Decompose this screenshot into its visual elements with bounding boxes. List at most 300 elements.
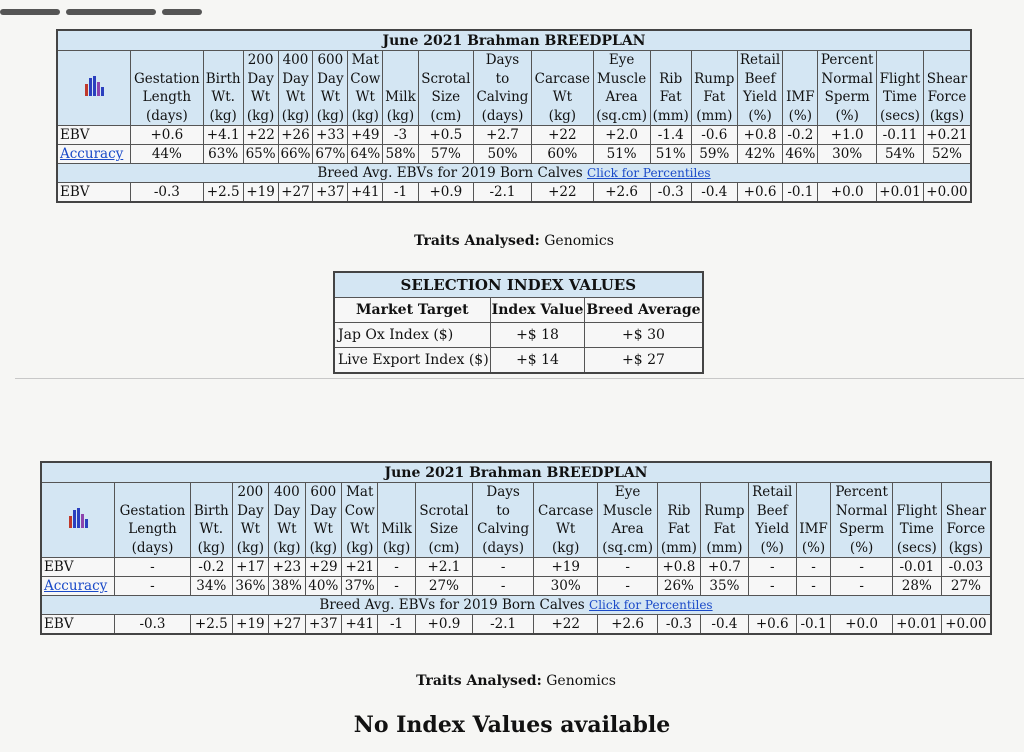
- trait-header-line: Wt: [556, 521, 576, 537]
- trait-header-line: Percent: [820, 52, 874, 68]
- trait-header: [892, 483, 941, 558]
- traits-value: Genomics: [546, 673, 616, 689]
- breed-avg-value: +37: [305, 615, 341, 635]
- trait-header: [203, 51, 243, 126]
- cropped-page-heading: [0, 0, 300, 10]
- accuracy-value: -: [748, 577, 796, 596]
- trait-header-line: Normal: [821, 70, 873, 87]
- ebv-value: -0.03: [941, 558, 991, 577]
- trait-header-line: (mm): [696, 107, 733, 124]
- accuracy-value: 54%: [877, 145, 924, 164]
- percentiles-link[interactable]: Click for Percentiles: [589, 598, 713, 612]
- trait-header-line: Shear: [945, 502, 987, 519]
- trait-header-line: (kg): [309, 539, 337, 556]
- ebv-value: +49: [348, 126, 383, 145]
- trait-header-line: Sperm: [839, 521, 885, 537]
- trait-header-line: Wt: [320, 89, 341, 105]
- trait-header: [783, 51, 818, 126]
- trait-header-line: Wt: [277, 521, 297, 537]
- breed-average-header: Breed Average: [585, 298, 703, 323]
- trait-header-line: Length: [128, 521, 177, 537]
- accuracy-value: 58%: [383, 145, 419, 164]
- ebv-value: +33: [313, 126, 348, 145]
- trait-header-line: (kg): [236, 539, 265, 556]
- trait-header-line: (days): [145, 107, 188, 124]
- trait-header: [190, 483, 232, 558]
- index-row: [334, 348, 703, 374]
- trait-header-line: (sq.cm): [602, 539, 653, 556]
- breed-avg-value: -0.1: [796, 615, 831, 635]
- breedplan-table-1: [56, 29, 972, 203]
- trait-header: [378, 483, 415, 558]
- breed-avg-value: +0.9: [415, 615, 473, 635]
- accuracy-value: -: [831, 577, 892, 596]
- trait-header: [598, 483, 657, 558]
- breedplan-title: June 2021 Brahman BREEDPLAN: [57, 30, 971, 51]
- ebv-value: +0.7: [701, 558, 749, 577]
- breed-avg-value: -0.4: [691, 183, 737, 203]
- ebv-value: +29: [305, 558, 341, 577]
- trait-header-line: Cow: [350, 70, 381, 87]
- trait-header-line: 400: [282, 52, 309, 68]
- trait-header: [232, 483, 268, 558]
- trait-header-line: (kg): [209, 107, 237, 124]
- trait-header-line: (kg): [386, 107, 415, 124]
- trait-header-line: Rib: [659, 70, 683, 87]
- breed-average-text: Breed Avg. EBVs for 2019 Born Calves: [317, 165, 583, 181]
- breedplan-table-2: [40, 461, 992, 635]
- trait-header-line: 600: [310, 484, 337, 500]
- trait-header-line: Birth: [205, 70, 241, 87]
- trait-header-line: Day: [273, 502, 301, 519]
- trait-header-line: (%): [748, 107, 772, 124]
- breed-avg-value: +27: [278, 183, 313, 203]
- trait-header-line: Wt: [552, 89, 573, 105]
- breed-avg-value: -0.1: [783, 183, 818, 203]
- index-value: +$ 18: [490, 323, 585, 348]
- trait-header-line: Gestation: [119, 502, 186, 519]
- chart-cell[interactable]: [41, 483, 115, 558]
- breed-avg-ebv-label: EBV: [57, 183, 131, 203]
- accuracy-value: -: [115, 577, 191, 596]
- breed-avg-value: +0.9: [418, 183, 473, 203]
- trait-header-line: (%): [835, 107, 859, 124]
- trait-header: [532, 51, 594, 126]
- trait-header-line: Wt.: [199, 521, 224, 537]
- breed-avg-value: +19: [243, 183, 278, 203]
- trait-header-line: (days): [482, 539, 524, 556]
- accuracy-link-cell[interactable]: [41, 577, 115, 596]
- trait-header-line: Day: [282, 70, 309, 87]
- trait-header-line: Retail: [739, 52, 781, 68]
- trait-header-line: Milk: [385, 89, 416, 105]
- trait-header-line: Yield: [755, 521, 790, 537]
- trait-header: [691, 51, 737, 126]
- ebv-value: -: [748, 558, 796, 577]
- trait-header: [877, 51, 924, 126]
- trait-header-line: Flight: [879, 70, 921, 87]
- trait-header: [533, 483, 597, 558]
- accuracy-value: 27%: [941, 577, 991, 596]
- breed-average: +$ 30: [585, 323, 703, 348]
- breed-avg-value: +2.6: [593, 183, 650, 203]
- trait-header: [269, 483, 305, 558]
- trait-header-line: 600: [317, 52, 344, 68]
- trait-header-line: (%): [760, 539, 784, 556]
- trait-header-line: 400: [273, 484, 300, 500]
- accuracy-value: -: [598, 577, 657, 596]
- trait-header: [796, 483, 831, 558]
- trait-header-line: Day: [317, 70, 344, 87]
- trait-header-line: Time: [899, 521, 934, 537]
- trait-header-line: Beef: [756, 502, 788, 519]
- trait-header: [473, 51, 531, 126]
- trait-header-line: Gestation: [133, 70, 200, 87]
- breed-average-heading: [57, 164, 971, 183]
- trait-header-line: Days: [485, 52, 520, 68]
- trait-header-line: (kg): [346, 539, 374, 556]
- accuracy-value: 35%: [701, 577, 749, 596]
- trait-header-line: Retail: [752, 484, 793, 500]
- breed-avg-value: +0.0: [818, 183, 877, 203]
- trait-header-line: 200: [237, 484, 264, 500]
- ebv-value: +2.0: [593, 126, 650, 145]
- trait-header-line: Birth: [193, 502, 229, 519]
- trait-header: [415, 483, 473, 558]
- trait-header-line: (%): [801, 539, 826, 556]
- ebv-value: +22: [532, 126, 594, 145]
- breed-average: +$ 27: [585, 348, 703, 374]
- accuracy-value: 57%: [418, 145, 473, 164]
- ebv-row-label: EBV: [57, 126, 131, 145]
- trait-header-line: (kg): [351, 107, 379, 124]
- trait-header: [748, 483, 796, 558]
- trait-header: [131, 51, 204, 126]
- trait-header-line: to: [495, 70, 510, 87]
- accuracy-value: 51%: [593, 145, 650, 164]
- traits-analysed: [56, 233, 972, 249]
- breed-avg-value: -0.3: [657, 615, 700, 635]
- trait-header-line: Fat: [667, 521, 690, 537]
- trait-header-line: Wt: [355, 89, 375, 105]
- trait-header-line: Muscle: [596, 70, 647, 87]
- accuracy-value: 66%: [278, 145, 313, 164]
- trait-header-line: Wt: [240, 521, 261, 537]
- trait-header-line: Fat: [703, 89, 726, 105]
- trait-header: [348, 51, 383, 126]
- trait-header: [473, 483, 534, 558]
- breed-avg-value: -0.3: [131, 183, 204, 203]
- ebv-value: -0.6: [691, 126, 737, 145]
- bar-chart-icon[interactable]: [84, 74, 104, 96]
- ebv-value: -0.2: [783, 126, 818, 145]
- trait-header-line: (kg): [382, 539, 411, 556]
- trait-header-line: Rump: [704, 502, 745, 519]
- ebv-value: -3: [383, 126, 419, 145]
- trait-header-line: (kg): [316, 107, 345, 124]
- accuracy-value: 60%: [532, 145, 594, 164]
- trait-header-line: Wt.: [211, 89, 235, 105]
- accuracy-value: 59%: [691, 145, 737, 164]
- trait-header-line: Scrotal: [419, 502, 469, 519]
- percentiles-link[interactable]: Click for Percentiles: [587, 166, 711, 180]
- breedplan-title: June 2021 Brahman BREEDPLAN: [41, 462, 991, 483]
- ebv-row-label: EBV: [41, 558, 115, 577]
- trait-header: [923, 51, 971, 126]
- trait-header-line: Day: [237, 502, 264, 519]
- trait-header-line: Area: [605, 89, 638, 105]
- breed-avg-value: +37: [313, 183, 348, 203]
- accuracy-value: 26%: [657, 577, 700, 596]
- ebv-value: -0.2: [190, 558, 232, 577]
- accuracy-value: 65%: [243, 145, 278, 164]
- breed-avg-value: +0.00: [923, 183, 971, 203]
- accuracy-value: 30%: [818, 145, 877, 164]
- trait-header-line: Length: [142, 89, 192, 105]
- accuracy-value: 51%: [650, 145, 691, 164]
- breed-avg-value: +0.0: [831, 615, 892, 635]
- trait-header-line: (days): [481, 107, 524, 124]
- bar-chart-icon[interactable]: [68, 506, 88, 528]
- accuracy-value: 27%: [415, 577, 473, 596]
- trait-header: [342, 483, 378, 558]
- trait-header: [418, 51, 473, 126]
- accuracy-value: 40%: [305, 577, 341, 596]
- trait-header-line: Mat: [351, 52, 379, 68]
- trait-header-line: Yield: [743, 89, 777, 105]
- trait-header-line: Day: [247, 70, 274, 87]
- section-divider: [15, 378, 1024, 379]
- ebv-value: -: [473, 558, 534, 577]
- breed-avg-value: +19: [232, 615, 268, 635]
- trait-header-line: to: [496, 502, 510, 519]
- trait-header-line: (secs): [896, 539, 937, 556]
- accuracy-link[interactable]: Accuracy: [60, 146, 124, 162]
- trait-header-line: (kg): [552, 539, 580, 556]
- accuracy-value: 63%: [203, 145, 243, 164]
- trait-header: [243, 51, 278, 126]
- trait-header-line: Days: [486, 484, 520, 500]
- trait-header-line: (mm): [652, 107, 689, 124]
- breed-avg-value: -2.1: [473, 615, 534, 635]
- trait-header-line: Cow: [344, 502, 375, 519]
- trait-header-line: Carcase: [538, 502, 594, 519]
- ebv-value: -: [378, 558, 415, 577]
- no-index-message: No Index Values available: [353, 712, 671, 738]
- trait-header: [657, 483, 700, 558]
- accuracy-value: -: [796, 577, 831, 596]
- ebv-value: -0.11: [877, 126, 924, 145]
- ebv-value: +22: [243, 126, 278, 145]
- index-value-header: Index Value: [490, 298, 585, 323]
- breed-avg-value: +2.5: [190, 615, 232, 635]
- accuracy-value: 64%: [348, 145, 383, 164]
- ebv-value: +0.6: [131, 126, 204, 145]
- trait-header-line: Time: [882, 89, 918, 105]
- trait-header-line: (kg): [273, 539, 301, 556]
- breed-avg-value: +0.00: [941, 615, 991, 635]
- breed-avg-value: +22: [533, 615, 597, 635]
- trait-header-line: Eye: [608, 52, 635, 68]
- trait-header-line: (cm): [428, 539, 460, 556]
- ebv-value: -: [598, 558, 657, 577]
- accuracy-value: 28%: [892, 577, 941, 596]
- ebv-value: -: [831, 558, 892, 577]
- trait-header-line: (kg): [281, 107, 310, 124]
- breed-avg-value: +0.01: [892, 615, 941, 635]
- ebv-value: +2.1: [415, 558, 473, 577]
- trait-header-line: 200: [247, 52, 274, 68]
- trait-header-line: Normal: [835, 502, 888, 519]
- trait-header: [115, 483, 191, 558]
- traits-value: Genomics: [544, 233, 614, 249]
- trait-header-line: Rib: [667, 502, 691, 519]
- accuracy-value: 44%: [131, 145, 204, 164]
- ebv-value: -0.01: [892, 558, 941, 577]
- breed-avg-value: +2.6: [598, 615, 657, 635]
- trait-header-line: Size: [431, 89, 461, 105]
- accuracy-value: 34%: [190, 577, 232, 596]
- selection-index-table: [333, 271, 704, 374]
- ebv-value: -: [115, 558, 191, 577]
- trait-header-line: Fat: [713, 521, 736, 537]
- ebv-value: +1.0: [818, 126, 877, 145]
- breed-average-heading: [41, 596, 991, 615]
- accuracy-value: 30%: [533, 577, 597, 596]
- trait-header: [313, 51, 348, 126]
- trait-header-line: (mm): [706, 539, 743, 556]
- accuracy-link[interactable]: Accuracy: [44, 578, 108, 594]
- trait-header: [941, 483, 991, 558]
- ebv-value: +26: [278, 126, 313, 145]
- ebv-value: +0.8: [657, 558, 700, 577]
- trait-header-line: Calving: [476, 89, 529, 105]
- trait-header-line: Shear: [926, 70, 968, 87]
- ebv-value: +0.5: [418, 126, 473, 145]
- trait-header-line: Day: [310, 502, 337, 519]
- ebv-value: +4.1: [203, 126, 243, 145]
- trait-header-line: Mat: [346, 484, 374, 500]
- accuracy-value: 37%: [342, 577, 378, 596]
- accuracy-value: 36%: [232, 577, 268, 596]
- accuracy-value: 52%: [923, 145, 971, 164]
- trait-header-line: Muscle: [602, 502, 653, 519]
- trait-header-line: Sperm: [824, 89, 870, 105]
- ebv-value: +23: [269, 558, 305, 577]
- trait-header-line: IMF: [786, 89, 815, 105]
- trait-header-line: Area: [611, 521, 644, 537]
- breed-avg-value: +27: [269, 615, 305, 635]
- trait-header-line: Force: [927, 89, 967, 105]
- trait-header-line: Beef: [744, 70, 776, 87]
- trait-header-line: Flight: [896, 502, 938, 519]
- chart-cell[interactable]: [57, 51, 131, 126]
- accuracy-link-cell[interactable]: [57, 145, 131, 164]
- trait-header: [831, 483, 892, 558]
- trait-header-line: (%): [849, 539, 874, 556]
- trait-header: [305, 483, 341, 558]
- trait-header-line: (kgs): [929, 107, 965, 124]
- trait-header-line: (kg): [246, 107, 275, 124]
- breed-avg-value: +0.6: [748, 615, 796, 635]
- ebv-value: +19: [533, 558, 597, 577]
- market-target-header: Market Target: [334, 298, 490, 323]
- market-target: Jap Ox Index ($): [334, 323, 490, 348]
- accuracy-value: 42%: [737, 145, 783, 164]
- ebv-value: +0.21: [923, 126, 971, 145]
- ebv-value: +0.8: [737, 126, 783, 145]
- trait-header-line: Eye: [614, 484, 641, 500]
- accuracy-value: -: [378, 577, 415, 596]
- trait-header-line: IMF: [799, 521, 828, 537]
- trait-header: [818, 51, 877, 126]
- trait-header-line: (secs): [880, 107, 920, 124]
- trait-header-line: (days): [131, 539, 174, 556]
- ebv-value: +2.7: [473, 126, 531, 145]
- ebv-value: +21: [342, 558, 378, 577]
- trait-header-line: Calving: [477, 521, 530, 537]
- accuracy-value: 46%: [783, 145, 818, 164]
- index-value: +$ 14: [490, 348, 585, 374]
- trait-header: [701, 483, 749, 558]
- ebv-value: +17: [232, 558, 268, 577]
- trait-header-line: (kgs): [948, 539, 984, 556]
- trait-header-line: Wt: [285, 89, 306, 105]
- trait-header: [593, 51, 650, 126]
- trait-header-line: Scrotal: [421, 70, 471, 87]
- breed-avg-value: +22: [532, 183, 594, 203]
- trait-header-line: (%): [788, 107, 813, 124]
- trait-header-line: Wt: [350, 521, 370, 537]
- breed-avg-value: +0.01: [877, 183, 924, 203]
- trait-header-line: (sq.cm): [596, 107, 647, 124]
- index-row: [334, 323, 703, 348]
- trait-header: [650, 51, 691, 126]
- breed-avg-value: +0.6: [737, 183, 783, 203]
- breed-avg-value: -0.3: [115, 615, 191, 635]
- traits-analysed: [40, 673, 992, 689]
- ebv-value: -1.4: [650, 126, 691, 145]
- traits-label: Traits Analysed:: [416, 673, 542, 689]
- trait-header-line: (kg): [548, 107, 577, 124]
- trait-header-line: (kg): [197, 539, 225, 556]
- breed-avg-value: -2.1: [473, 183, 531, 203]
- trait-header: [737, 51, 783, 126]
- trait-header-line: Force: [946, 521, 986, 537]
- trait-header-line: (cm): [430, 107, 462, 124]
- accuracy-value: 67%: [313, 145, 348, 164]
- accuracy-value: -: [473, 577, 534, 596]
- trait-header-line: Milk: [381, 521, 412, 537]
- trait-header-line: Fat: [659, 89, 682, 105]
- trait-header-line: Percent: [835, 484, 888, 500]
- accuracy-value: 38%: [269, 577, 305, 596]
- trait-header: [278, 51, 313, 126]
- ebv-value: -: [796, 558, 831, 577]
- trait-header-line: Size: [429, 521, 459, 537]
- breed-average-text: Breed Avg. EBVs for 2019 Born Calves: [319, 597, 585, 613]
- breed-avg-value: +41: [342, 615, 378, 635]
- breed-avg-value: -1: [378, 615, 415, 635]
- trait-header-line: Wt: [250, 89, 271, 105]
- selection-index-title: SELECTION INDEX VALUES: [334, 272, 703, 298]
- trait-header-line: Rump: [694, 70, 735, 87]
- accuracy-value: 50%: [473, 145, 531, 164]
- trait-header-line: (mm): [660, 539, 697, 556]
- breed-avg-value: +2.5: [203, 183, 243, 203]
- trait-header-line: Carcase: [534, 70, 591, 87]
- breed-avg-value: -0.4: [701, 615, 749, 635]
